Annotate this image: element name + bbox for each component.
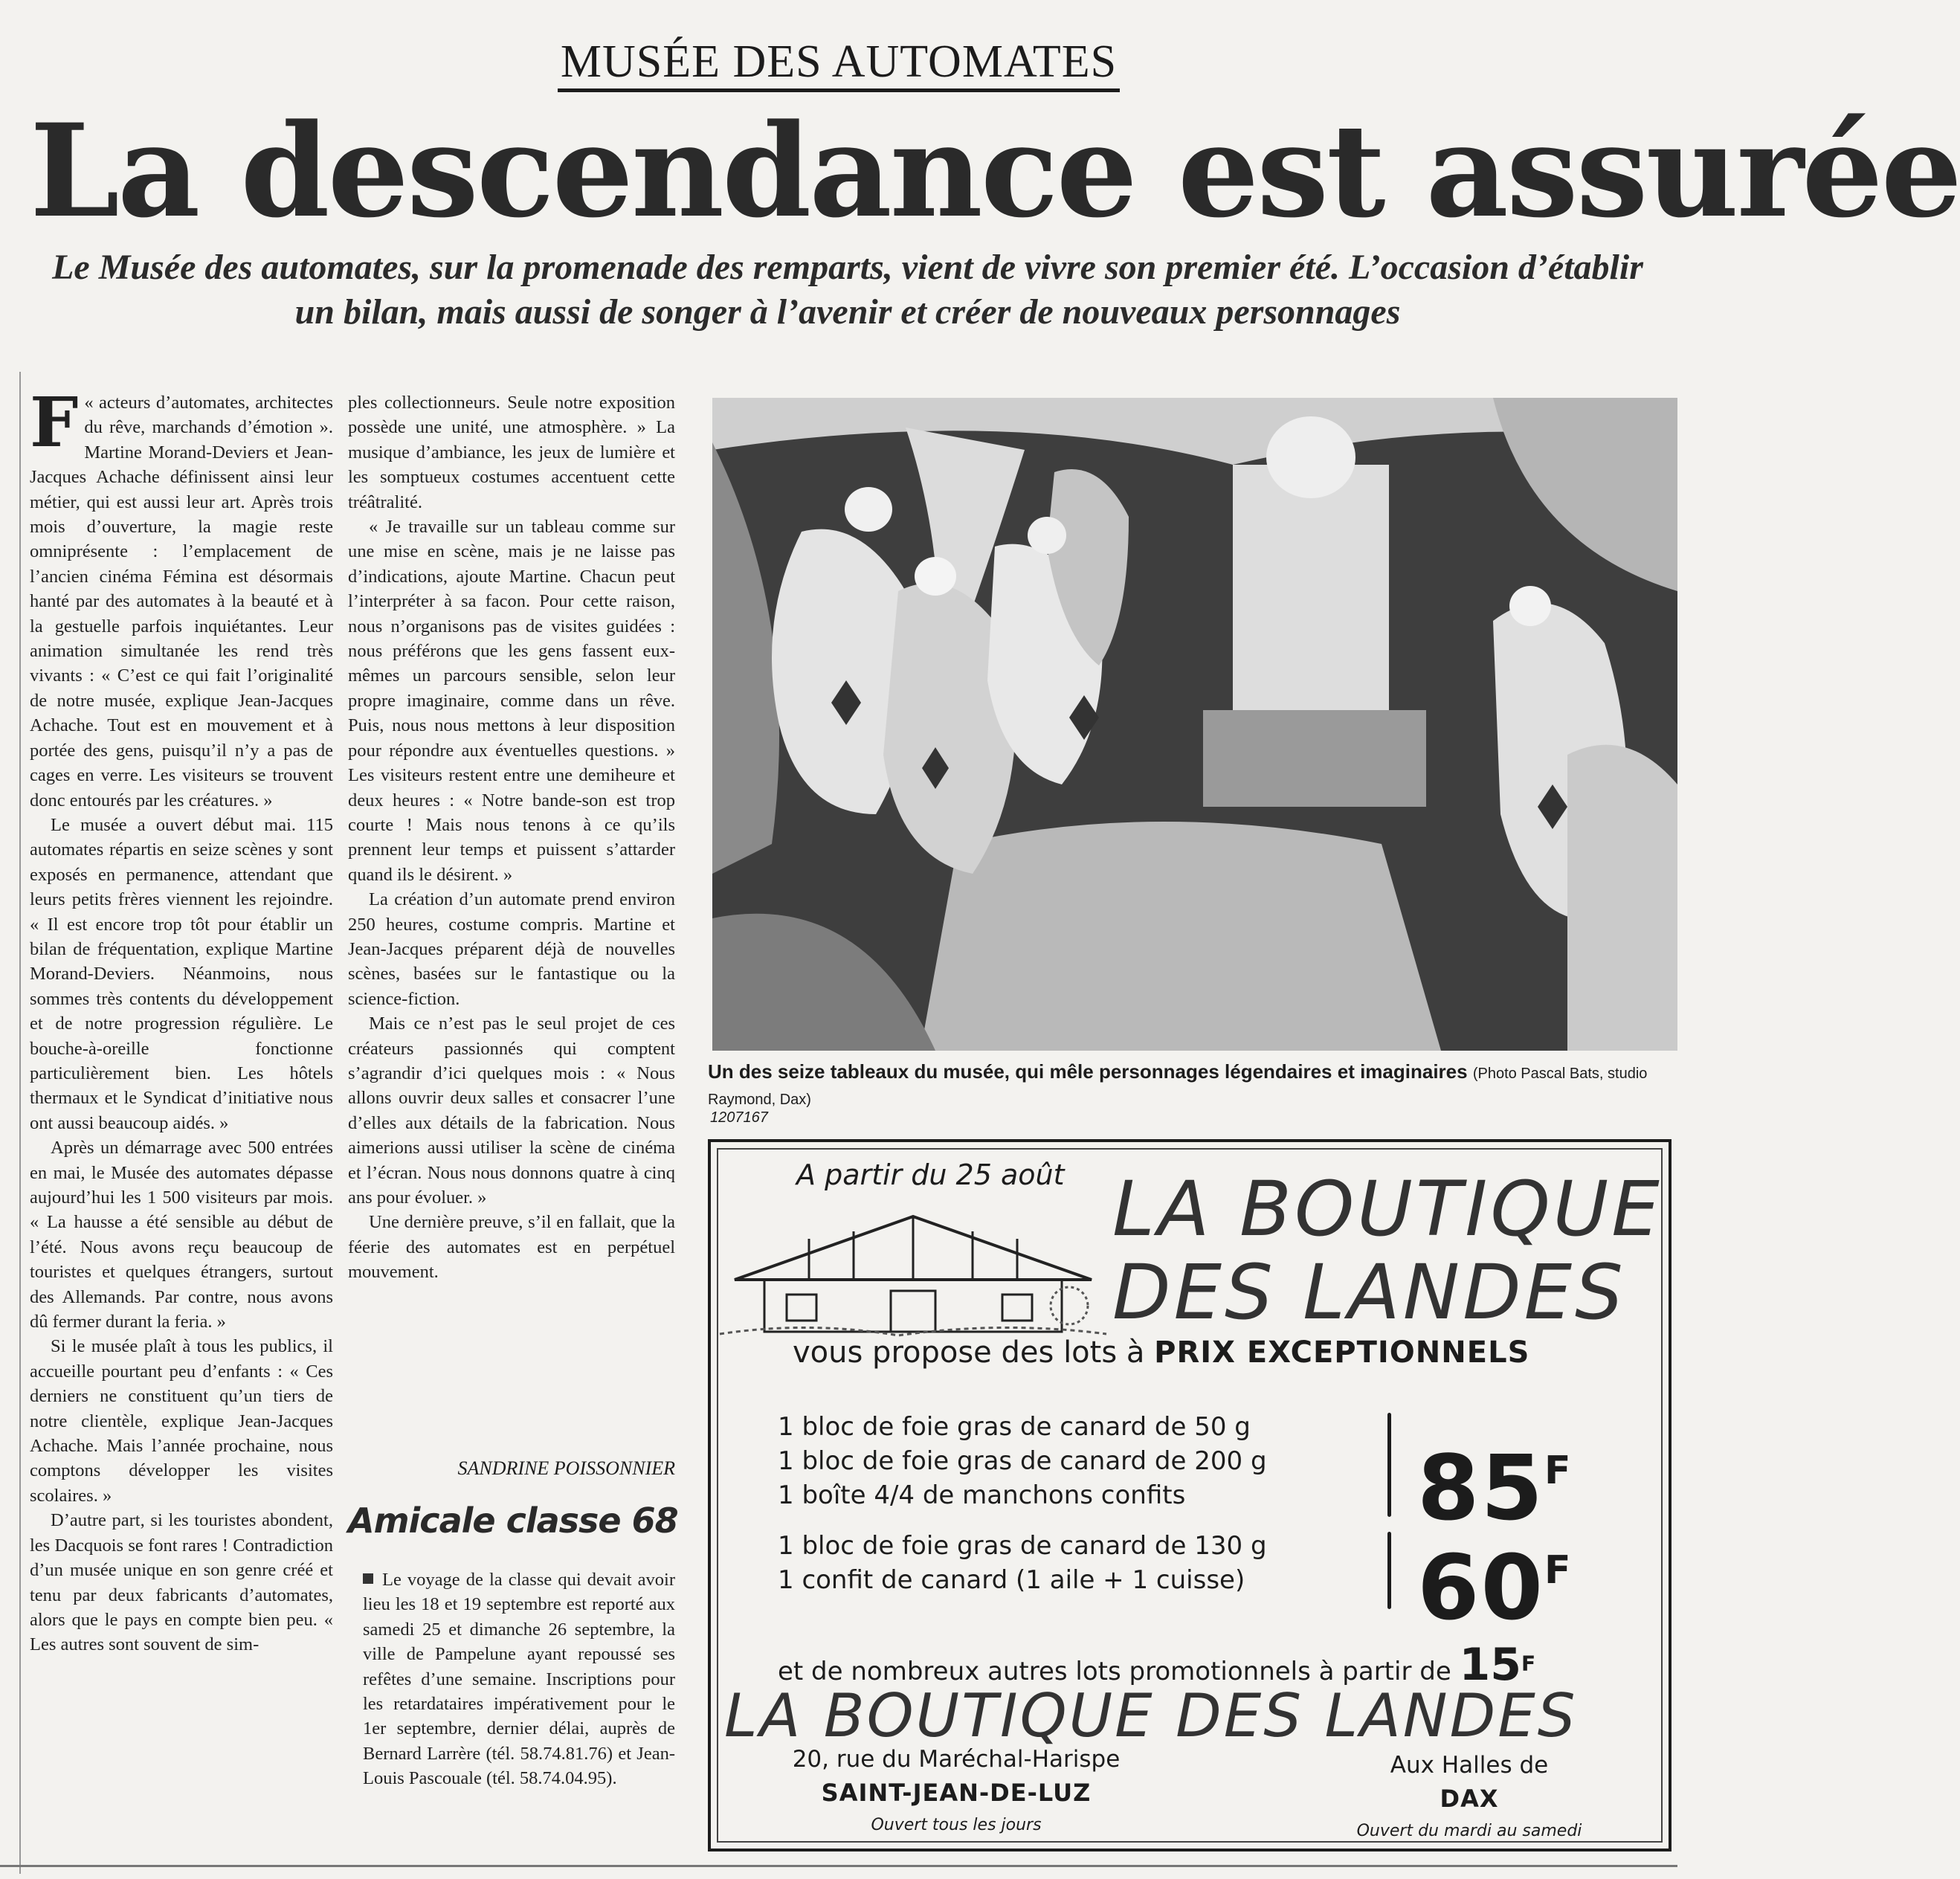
ad-brace [1387,1532,1391,1609]
ad-promo-line: et de nombreux autres lots promotionnels à partir de $15^F$ [778,1639,1536,1691]
paragraph: Après un démarrage avec 500 entrées en mai, le Musée des automates dépasse aujourd’hui les 1 500 visiteurs par mois. « La hausse a été sensible au début de l’été. Nous avons reçu beaucoup de touristes et quelques étrangers, surtout des Allemands. Par contre, nous avons dû fermer durant la feria. » [30,1138,333,1332]
ad-lot-group-1 [778,1410,1267,1512]
column-rule [19,372,21,1874]
ad-item: 1 bloc de foie gras de canard de 130 g [778,1531,1267,1561]
section-kicker: MUSÉE DES AUTOMATES [0,36,1677,88]
ad-date-line: A partir du 25 août [796,1158,1065,1191]
ad-brand-logo: LA BOUTIQUE DES LANDES [1112,1165,1663,1337]
bullet-square-icon [363,1573,373,1584]
basque-house-icon [720,1209,1106,1339]
drop-cap: F [30,382,79,463]
ad-offer-line: vous propose des lots à PRIX EXCEPTIONNELS [793,1335,1530,1370]
article-photo [712,398,1677,1051]
page-bottom-rule [0,1865,1677,1867]
paragraph: D’autre part, si les touristes abondent, les Dacquois se font rares ! Contradiction d’un musée unique en son genre créé et tenu par deux fabricants d’automates, alors que le pays en compte bien peu. « Les autres sont souvent de sim- [30,1510,333,1655]
ad-brand-footer: LA BOUTIQUE DES LANDES [724,1681,1578,1750]
article-column-2 [348,390,675,1285]
brief-title: Amicale classe 68 [348,1501,678,1541]
ad-lot-group-2 [778,1529,1267,1597]
ad-price-1: $85^F$ [1417,1437,1573,1541]
byline: SANDRINE POISSONNIER [457,1457,675,1479]
ad-item: 1 confit de canard (1 aile + 1 cuisse) [778,1565,1245,1595]
shop-address-dax: Aux Halles de DAX Ouvert du mardi au samedi [1356,1752,1582,1840]
brief-body [363,1567,675,1791]
ad-item: 1 bloc de foie gras de canard de 200 g [778,1446,1267,1476]
ad-item: 1 bloc de foie gras de canard de 50 g [778,1412,1251,1442]
advertisement [708,1139,1672,1851]
ad-item: 1 boîte 4/4 de manchons confits [778,1480,1186,1510]
photo-reference: 1207167 [710,1109,768,1126]
ad-price-2: $60^F$ [1417,1537,1573,1640]
paragraph: Le musée a ouvert début mai. 115 automates répartis en seize scènes y sont exposés en permanence, attendant que leurs petits frères viennent les rejoindre. « Il est encore trop tôt pour établir un bilan de fréquentation, explique Martine Morand-Deviers. Néanmoins, nous sommes très contents du développement et de notre progression régulière. Le bouche-à-oreille fonctionne particulièrement bien. Les hôtels thermaux et le Syndicat d’initiative nous ont aussi beaucoup aidés. » [30,814,333,1133]
article-column-1 [30,382,333,1657]
deck: Le Musée des automates, sur la promenade des remparts, vient de vivre son premier été. L’occasion d’établir un bilan, mais aussi de songer à l’avenir et créer de nouveaux personnages [52,248,1643,332]
automaton-stage-photo [712,398,1677,1051]
paragraph: Si le musée plaît à tous les publics, il accueille pourtant peu d’enfants : « Ces derniers ne constituent qu’un tiers de notre clientèle, explique Jean-Jacques Achache. Mais l’année prochaine, nous comptons développer les visites scolaires. » [30,1336,333,1506]
paragraph: La création d’un automate prend environ 250 heures, costume compris. Martine et Jean-Jacques préparent déjà de nouvelles scènes, basées sur le fantastique ou la science-fiction. [348,889,675,1009]
photo-caption: Un des seize tableaux du musée, qui mêle personnages légendaires et imaginaires (Photo Pascal Bats, studio Raymond, Dax) [708,1060,1648,1108]
paragraph: Une dernière preuve, s’il en fallait, que la féerie des automates est en perpétuel mouvement. [348,1212,675,1283]
paragraph: ples collectionneurs. Seule notre exposition possède une unité, une atmosphère. » La musique d’ambiance, les jeux de lumière et les somptueux costumes accentuent cette tréâtralité. [348,393,675,512]
paragraph: « Je travaille sur un tableau comme sur une mise en scène, mais je ne laisse pas d’indications, ajoute Martine. Chacun peut l’interpréter à sa facon. Pour cette raison, nous n’organisons pas de visites guidées : nous préférons que les gens fassent eux-mêmes un parcours sensible, selon leur propre imaginaire, comme dans un rêve. Puis, nous nous mettons à leur disposition pour répondre aux éventuelles questions. » Les visiteurs restent entre une demiheure et deux heures : « Notre bande-son est trop courte ! Mais nous tenons à ce qu’ils prennent leur temps et puissent s’attarder quand ils le désirent. » [348,517,675,885]
shop-address-saint-jean-de-luz: 20, rue du Maréchal-Harispe SAINT-JEAN-DE-LUZ Ouvert tous les jours [792,1746,1121,1834]
ad-brace [1387,1413,1391,1517]
paragraph: F « acteurs d’automates, architectes du rêve, marchands d’émotion ». Martine Morand-Deviers et Jean-Jacques Achache définissent ainsi leur métier, qui est aussi leur art. Après trois mois d’ouverture, la magie reste omniprésente : l’emplacement de l’ancien cinéma Fémina est désormais hanté par des automates à la beauté et à la gestuelle parfois inquiétantes. Leur animation simultanée les rend très vivants : « C’est ce qui fait l’originalité de notre musée, explique Jean-Jacques Achache. Tout est en mouvement et à portée des gens, puisqu’il n’y a pas de cages en verre. Les visiteurs se trouvent donc entourés par les créatures. » [30,382,333,810]
paragraph: Mais ce n’est pas le seul projet de ces créateurs passionnés qui comptent s’agrandir d’ici quelques mois : « Nous allons ouvrir deux salles et consacrer l’une d’elles aux détails de la fabrication. Nous aimerions aussi utiliser la scène de cinéma et l’écran. Nous nous donnons quatre à cinq ans pour évoluer. » [348,1013,675,1208]
headline: La descendance est assurée [30,95,1960,246]
paragraph: Le voyage de la classe qui devait avoir lieu les 18 et 19 septembre est reporté aux samedi 25 et dimanche 26 septembre, la ville de Pampelune ayant repoussé ses refêtes d’une semaine. Inscriptions pour les retardataires impérativement pour le 1er septembre, dernier délai, auprès de Bernard Larrère (tél. 58.74.81.76) et Jean-Louis Pascouale (tél. 58.74.04.95). [363,1570,675,1789]
